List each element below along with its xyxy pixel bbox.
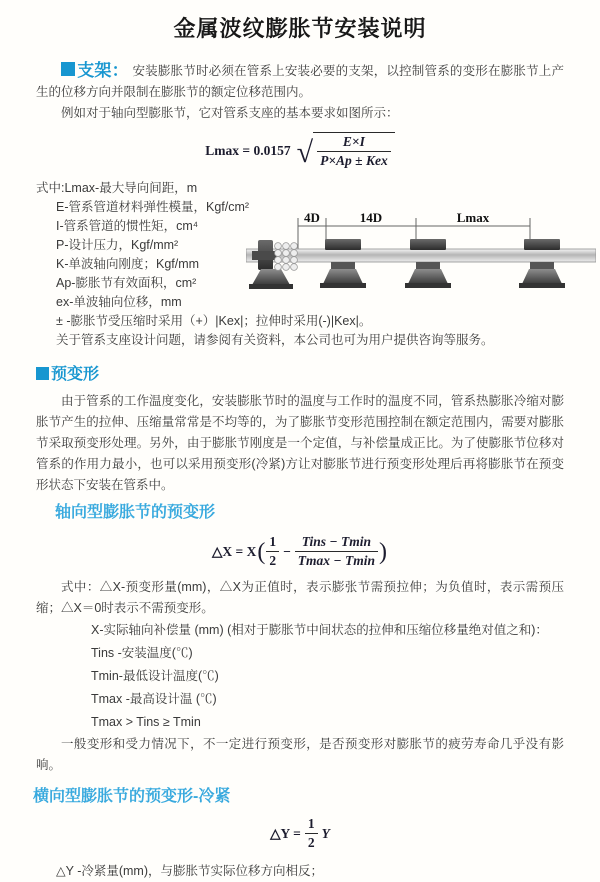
bellows xyxy=(275,243,298,271)
axial-definitions xyxy=(36,619,564,734)
support-paragraph-text: 安装膨胀节时必须在管系上安装必要的支架，以控制管系的变形在膨胀节上产生的位移方向并限制在膨胀节的额定位移范围内。 xyxy=(36,64,564,99)
fraction-half: $\frac{1}{2}$ xyxy=(266,534,279,569)
page-title: 金属波纹膨胀节安装说明 xyxy=(173,16,427,41)
definition-line: ex-单波轴向位移，mm xyxy=(56,295,182,309)
radical-sign: √ xyxy=(296,135,314,169)
definition-line: X-实际轴向补偿量 (mm) (相对于膨胀节中间状态的拉伸和压缩位移量绝对值之和)： xyxy=(91,623,548,637)
pipe xyxy=(246,249,596,262)
definitions-and-diagram xyxy=(36,179,600,351)
definition-line: K-单波轴向刚度；Kgf/mm xyxy=(56,257,200,271)
definition-line: Tmax -最高设计温 (℃) xyxy=(91,692,217,706)
open-paren: ( xyxy=(257,538,266,565)
predeform-paragraph: 由于管系的工作温度变化，安装膨胀节时的温度与工作时的温度不同，管系热膨胀冷缩对膨胀节产生的拉伸、压缩量常常是不均等的，为了膨胀节变形范围控制在额定范围内，需要对膨胀节采取预变形处理。另外，由于膨胀节刚度是一个定值，与补偿量成正比。为了使膨胀节位移对管系的作用力最小，也可以采用预变形(冷紧)方让对膨胀节进行预变形处理后再将膨胀节在预变形状态下安装在管系中。 xyxy=(36,394,564,492)
guide-support xyxy=(405,239,451,288)
subsection-heading-lateral: 横向型膨胀节的预变形-冷紧 xyxy=(33,788,231,805)
dimension-label-14d: 14D xyxy=(359,210,383,225)
lateral-note-paragraph: △Y -冷紧量(mm)，与膨胀节实际位移方向相反； xyxy=(56,864,324,878)
close-paren: ) xyxy=(378,538,387,565)
guide-support xyxy=(320,239,366,288)
support-example-paragraph: 例如对于轴向型膨胀节，它对管系支座的基本要求如图所示： xyxy=(61,106,399,120)
formula-rhs: Y xyxy=(321,825,330,841)
fraction-half: $\frac{1}{2}$ xyxy=(305,816,318,851)
sqrt-expression xyxy=(297,132,395,169)
pipe-support-diagram xyxy=(246,209,596,309)
formula-lhs: △X = X xyxy=(212,543,257,559)
axial-formula xyxy=(0,534,600,569)
definition-line: 关于管系支座设计问题，请参阅有关资料，本公司也可为用户提供咨询等服务。 xyxy=(56,333,494,347)
subsection-heading-axial: 轴向型膨胀节的预变形 xyxy=(55,504,216,521)
section-square-icon xyxy=(61,62,75,76)
section-square-icon xyxy=(36,367,49,380)
definition-line: Tins -安装温度(℃) xyxy=(91,646,193,660)
definition-line: I-管系管道的惯性矩，cm⁴ xyxy=(56,219,199,233)
lateral-formula xyxy=(0,816,600,851)
section-heading-predeform: 预变形 xyxy=(51,366,100,383)
lmax-formula xyxy=(0,132,600,169)
definition-line: ± -膨胀节受压缩时采用（+）|Kex|；拉伸时采用(-)|Kex|。 xyxy=(56,314,372,328)
definition-line: Ap-膨胀节有效面积，cm² xyxy=(56,276,197,290)
definition-line: Tmax > Tins ≥ Tmin xyxy=(91,715,201,729)
fraction-numerator: E×I xyxy=(317,134,391,152)
minus-sign: − xyxy=(283,543,291,559)
definition-line: E-管系管道材料弹性模量，Kgf/cm² xyxy=(56,200,250,214)
formula-lhs: △Y = xyxy=(270,825,301,841)
section-heading-support: 支架： xyxy=(77,61,129,80)
dimension-label-4d: 4D xyxy=(304,210,320,225)
dimension-label-lmax: Lmax xyxy=(456,210,490,225)
axial-note-paragraph: 一般变形和受力情况下，不一定进行预变形，是否预变形对膨胀节的疲劳寿命几乎没有影响。 xyxy=(36,737,564,772)
formula-lhs: Lmax = 0.0157 xyxy=(205,142,291,158)
temperature-fraction: $\frac{\text{Tins − Tmin}}{Tmax - Tmin}$ xyxy=(295,534,378,569)
definition-line: P-设计压力，Kgf/mm² xyxy=(56,238,179,252)
axial-explanation-paragraph: 式中：△X-预变形量(mm)，△X为正值时，表示膨张节需预拉伸；为负值时，表示需预压缩；△X＝0时表示不需预变形。 xyxy=(36,580,564,615)
support-intro-paragraph xyxy=(36,60,564,103)
definition-line: 式中:Lmax-最大导向间距，m xyxy=(36,181,198,195)
definition-line: Tmin-最低设计温度(℃) xyxy=(91,669,219,683)
pipe-support-diagram-svg xyxy=(246,209,596,309)
guide-support xyxy=(519,239,565,288)
fraction-denominator: P×Ap ± Kex xyxy=(320,153,388,168)
section-heading-predeform-row xyxy=(36,365,564,385)
sqrt-fraction xyxy=(313,132,395,169)
